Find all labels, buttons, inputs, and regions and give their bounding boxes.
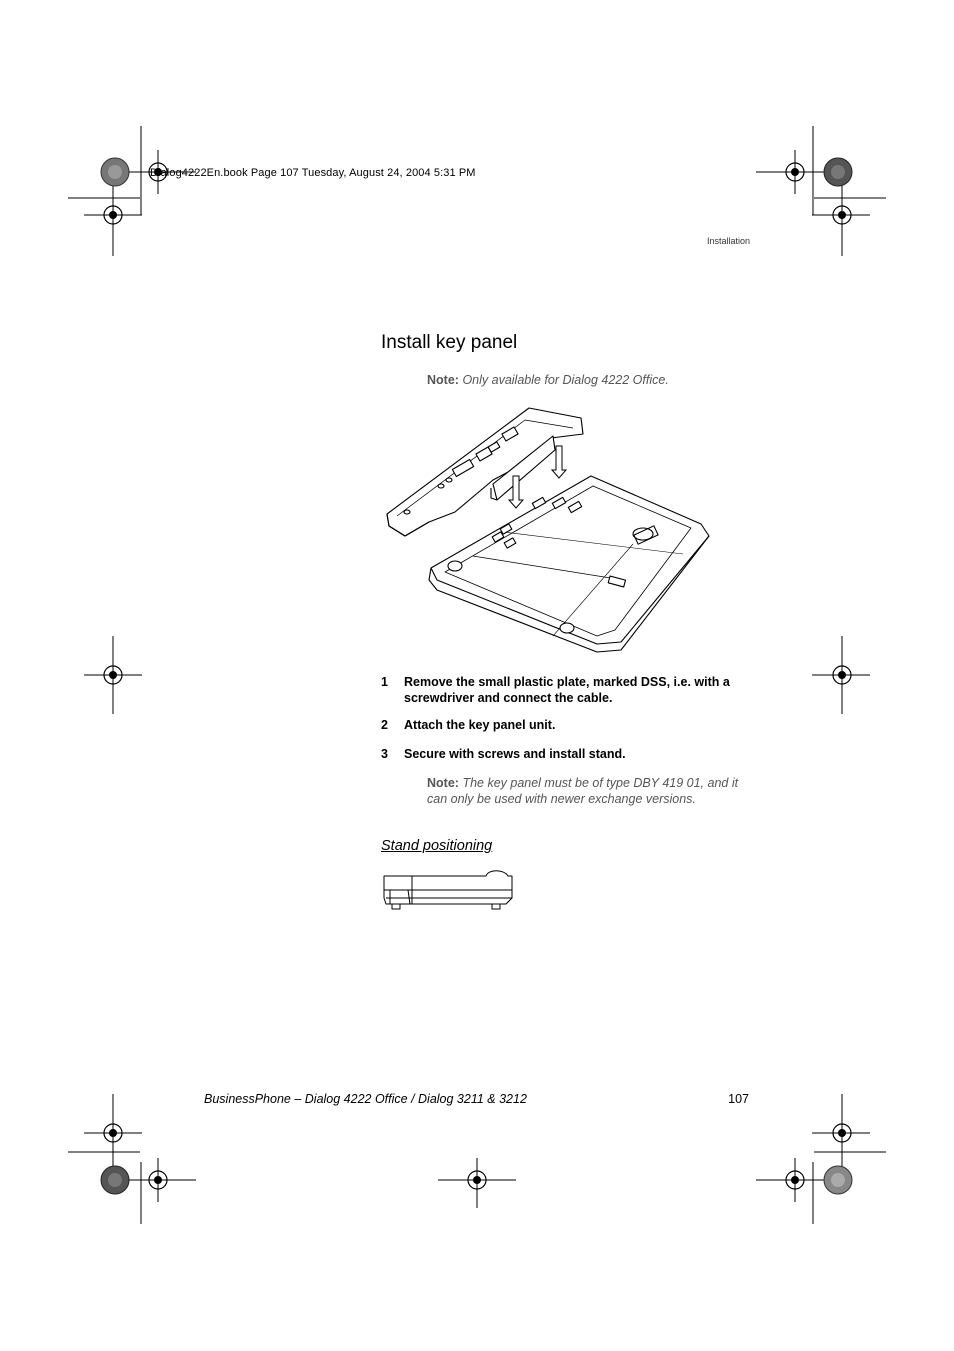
step-1 bbox=[381, 674, 761, 706]
note-label: Note: bbox=[427, 776, 459, 790]
note-availability bbox=[427, 372, 669, 388]
note-label: Note: bbox=[427, 373, 459, 387]
footer-title: BusinessPhone – Dialog 4222 Office / Dialog 3211 & 3212 bbox=[204, 1092, 527, 1106]
step-text: Attach the key panel unit. bbox=[404, 718, 556, 732]
step-number: 1 bbox=[381, 675, 388, 689]
note-text: The key panel must be of type DBY 419 01, and it can only be used with newer exchange versions. bbox=[427, 776, 739, 806]
step-3 bbox=[381, 746, 761, 762]
step-number: 3 bbox=[381, 747, 388, 761]
page-number: 107 bbox=[728, 1092, 749, 1106]
section-header: Installation bbox=[706, 236, 750, 246]
step-text: Remove the small plastic plate, marked DSS, i.e. with a screwdriver and connect the cable. bbox=[404, 675, 730, 705]
page-title: Install key panel bbox=[381, 332, 518, 353]
key-panel-installation-illustration bbox=[383, 404, 715, 656]
note-compatibility bbox=[427, 775, 757, 807]
step-2 bbox=[381, 717, 761, 733]
book-info: Dialog4222En.book Page 107 Tuesday, August 24, 2004 5:31 PM bbox=[150, 167, 476, 179]
subheading-stand-positioning: Stand positioning bbox=[381, 838, 493, 854]
step-number: 2 bbox=[381, 718, 388, 732]
note-text: Only available for Dialog 4222 Office. bbox=[462, 373, 669, 387]
step-text: Secure with screws and install stand. bbox=[404, 747, 626, 761]
stand-positioning-illustration bbox=[382, 868, 514, 912]
